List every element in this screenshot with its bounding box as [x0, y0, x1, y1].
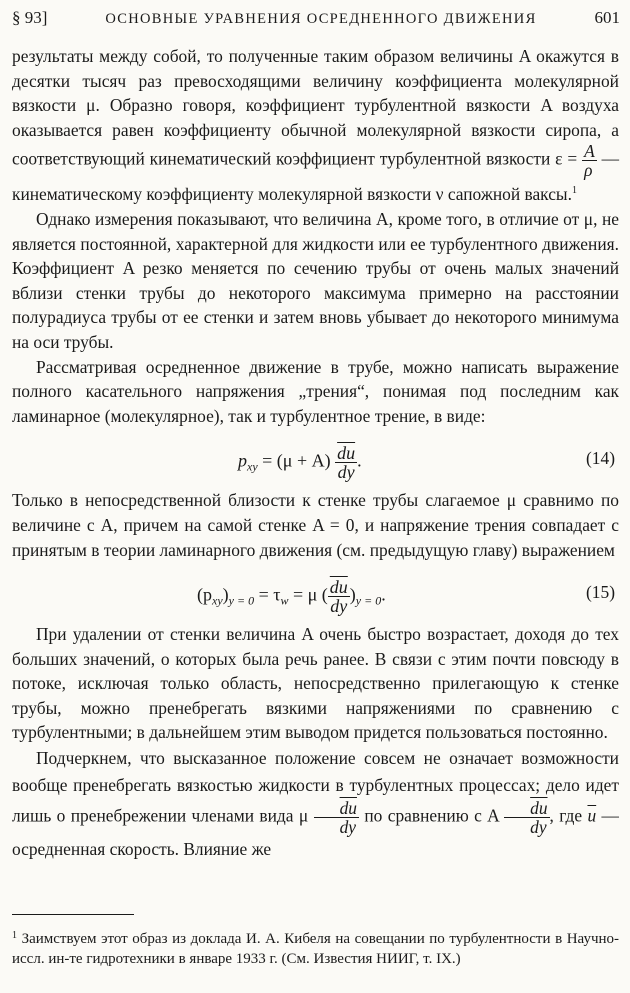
p6-frac1-num: $\overline{du}$	[314, 799, 359, 818]
paragraph-6-text-d: — осредненная скорость. Влияние же	[12, 805, 619, 860]
paragraph-6-fraction-2	[504, 799, 549, 836]
eq15-tau-sub: w	[280, 593, 289, 608]
p6-frac2-num: $\overline{du}$	[504, 799, 549, 818]
footnote-mark: 1	[12, 930, 17, 941]
paragraph-5: При удалении от стенки величина A очень быстро возрастает, доходя до тех больших значений, о которых была речь ранее. В связи с этим почти повсюду в потоке, исключая только область, непосредственно прилегающую к стенке трубы, можно пренебрегать вязкими напряжениями по сравнению с турбулентными; в дальнейшем этим выводом придется пользоваться постоянно.	[12, 624, 619, 743]
p6-frac2-den: dy	[530, 817, 547, 838]
eq14-lhs: p	[238, 450, 247, 471]
paragraph-2: Однако измерения показывают, что величина A, кроме того, в отличие от μ, не является постоянной, характерной для жидкости или ее турбулентного движения. Коэффициент A резко меняется по сечению трубы от очень малых значений вблизи стенки трубы до некоторого максимума примерно на расстоянии полурадиуса трубы от ее стенки и затем вновь убывает до некоторого минимума на оси трубы.	[12, 208, 619, 352]
equation-15-body	[197, 578, 386, 615]
eq14-middle: = (μ + A)	[262, 450, 331, 471]
eq15-tail: .	[381, 584, 386, 605]
eq14-fraction	[335, 444, 357, 481]
equation-14-number: (14)	[586, 448, 615, 469]
eq15-middle2: = μ (	[293, 584, 328, 605]
paragraph-6-text-a: Подчеркнем, что высказанное положение совсем не означает возможности вообще пренебрегать вязкостью жидкости в турбулентных процессах; дело идет лишь о пренебрежении членами вида μ	[12, 748, 619, 826]
eq14-tail: .	[357, 450, 362, 471]
equation-14-body	[238, 444, 362, 481]
eq15-frac-den: dy	[330, 596, 348, 617]
paragraph-3: Рассматривая осредненное движение в трубе, можно написать выражение полного касательного напряжения „трения“, понимая под последним как ламинарное (молекулярное), так и турбулентное трение, в виде:	[12, 356, 619, 426]
equation-15-number: (15)	[586, 582, 615, 603]
u-bar-symbol: $\overline{u}$	[587, 805, 597, 826]
body-text	[12, 44, 619, 863]
paragraph-1-text-b: — кинематическому коэффициенту молекулярной вязкости ν сапожной ваксы.	[12, 148, 619, 205]
paragraph-6-fraction-1	[314, 799, 359, 836]
eq14-frac-num: $\overline{du}$	[337, 443, 356, 464]
eq15-fraction	[328, 578, 350, 615]
eq15-close: )	[349, 584, 356, 605]
equation-15	[12, 568, 619, 622]
footnote-reference[interactable]: 1	[571, 185, 577, 197]
fraction-numerator: A	[584, 141, 595, 162]
eq15-middle: = τ	[258, 584, 281, 605]
eq15-lhs: (p	[197, 584, 212, 605]
footnote	[12, 926, 619, 969]
page-number: 601	[594, 8, 620, 27]
eq15-close-sub: y = 0	[355, 593, 382, 608]
eq15-lhs-sub: xy	[212, 593, 223, 608]
running-title: ОСНОВНЫЕ УРАВНЕНИЯ ОСРЕДНЕННОГО ДВИЖЕНИЯ	[105, 11, 537, 27]
paragraph-6-text-c: , где	[549, 805, 583, 826]
eq15-lhs-close: )	[222, 584, 229, 605]
paragraph-6-text-b: по сравнению с A	[364, 805, 499, 826]
paragraph-1	[12, 44, 619, 207]
footnote-text: Заимствуем этот образ из доклада И. А. Кибеля на совещании по турбулентности в Научно-иссл. ин-те гидротехники в январе 1933 г. (См. Известия НИИГ, т. IX.)	[12, 931, 620, 967]
section-number: § 93]	[12, 8, 48, 27]
paragraph-1-text-a: результаты между собой, то полученные таким образом величины A окажутся в десятки тысяч раз превосходящими величину коэффициента молекулярной вязкости μ. Образно говоря, коэффициент турбулентной вязкости A воздуха оказывается равен коэффициенту обычной молекулярной вязкости сиропа, а соответствующий кинематический коэффициент турбулентной вязкости ε =	[12, 46, 619, 169]
eq14-lhs-sub: xy	[247, 459, 258, 474]
paragraph-4: Только в непосредственной близости к стенке трубы слагаемое μ сравнимо по величине с A, причем на самой стенке A = 0, и напряжение трения совпадает с принятым в теории ламинарного движения (см. предыдущую главу) выражением	[12, 490, 619, 560]
footnote-rule	[12, 914, 134, 915]
eq15-frac-num: $\overline{du}$	[329, 577, 348, 598]
p6-frac1-den: dy	[339, 817, 356, 838]
eq15-lhs-cond: y = 0	[228, 593, 255, 608]
eq14-frac-den: dy	[337, 462, 355, 483]
fraction-a-over-rho	[582, 142, 597, 179]
fraction-denominator: ρ	[584, 160, 593, 181]
running-header	[12, 6, 620, 32]
equation-14	[12, 434, 619, 488]
paragraph-6	[12, 745, 619, 863]
